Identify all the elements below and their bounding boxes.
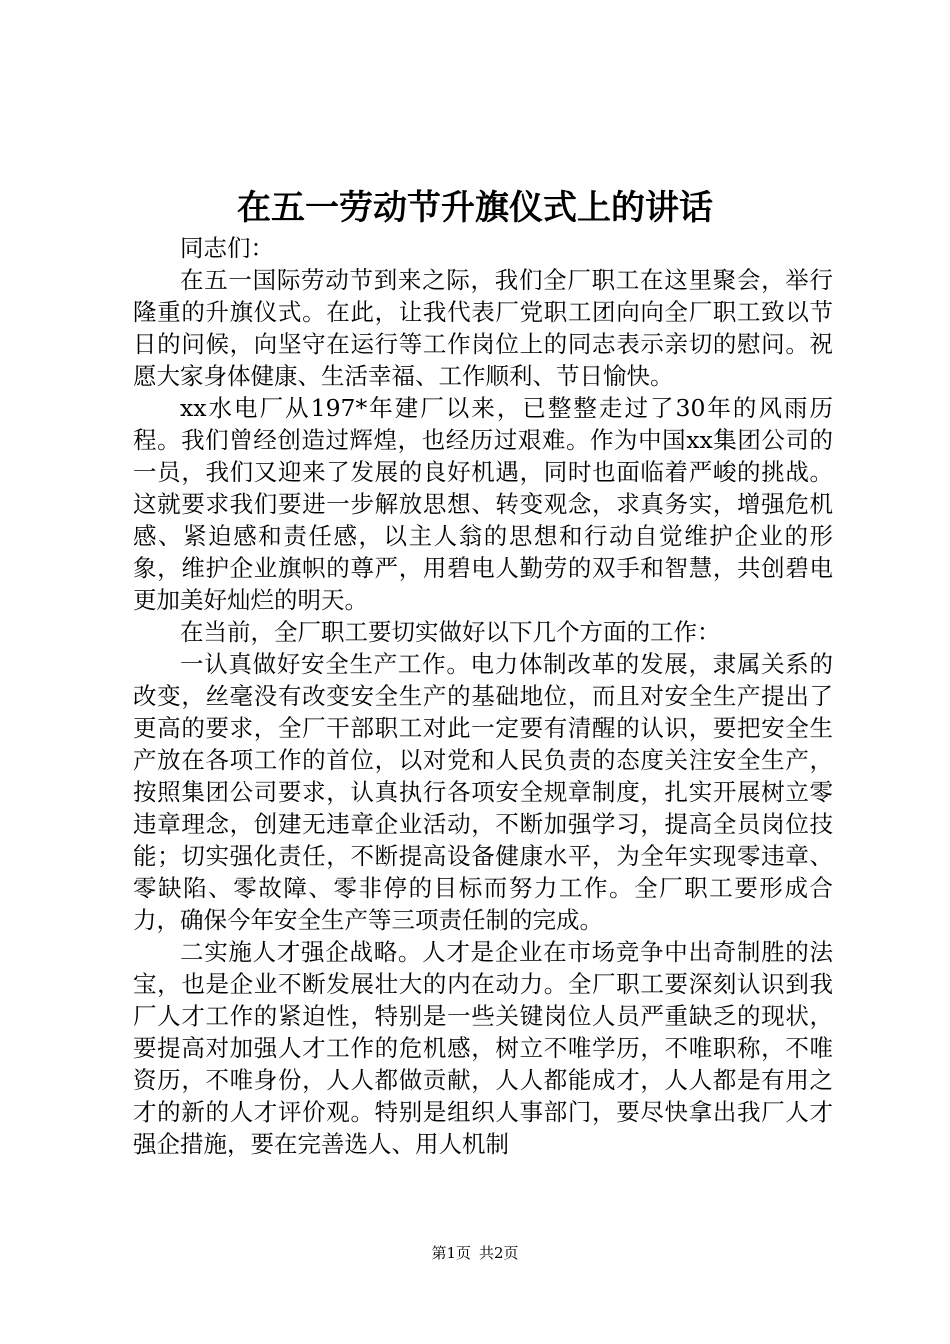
body-paragraph: 二实施人才强企战略。人才是企业在市场竞争中出奇制胜的法宝，也是企业不断发展壮大的内在动力。全厂职工要深刻认识到我厂人才工作的紧迫性，特别是一些关键岗位人员严重缺乏的现状，要提高对加强人才工作的危机感，树立不唯学历，不唯职称，不唯资历，不唯身份，人人都做贡献，人人都能成才，人人都是有用之才的新的人才评价观。特别是组织人事部门，要尽快拿出我厂人才强企措施，要在完善选人、用人机制 [133,938,833,1158]
page-number-total: 共2页 [479,1244,519,1262]
page-footer [0,1243,950,1263]
document-body [133,232,833,1160]
page-number-current: 第1页 [431,1244,471,1262]
document-title: 在五一劳动节升旗仪式上的讲话 [237,188,713,228]
body-paragraph: 在五一国际劳动节到来之际，我们全厂职工在这里聚会，举行隆重的升旗仪式。在此，让我代表厂党职工团向向全厂职工致以节日的问候，向坚守在运行等工作岗位上的同志表示亲切的慰问。祝愿大家身体健康、生活幸福、工作顺利、节日愉快。 [133,266,833,390]
salutation-paragraph: 同志们： [180,234,274,262]
body-paragraph: xx水电厂从197*年建厂以来，已整整走过了30年的风雨历程。我们曾经创造过辉煌，也经历过艰难。作为中国xx集团公司的一员，我们又迎来了发展的良好机遇，同时也面临着严峻的挑战。这就要求我们要进一步解放思想、转变观念，求真务实，增强危机感、紧迫感和责任感，以主人翁的思想和行动自觉维护企业的形象，维护企业旗帜的尊严，用碧电人勤劳的双手和智慧，共创碧电更加美好灿烂的明天。 [133,394,833,614]
body-paragraph: 在当前，全厂职工要切实做好以下几个方面的工作： [180,618,721,646]
body-paragraph: 一认真做好安全生产工作。电力体制改革的发展，隶属关系的改变，丝毫没有改变安全生产的基础地位，而且对安全生产提出了更高的要求，全厂干部职工对此一定要有清醒的认识，要把安全生产放在各项工作的首位，以对党和人民负责的态度关注安全生产，按照集团公司要求，认真执行各项安全规章制度，扎实开展树立零违章理念，创建无违章企业活动，不断加强学习，提高全员岗位技能；切实强化责任，不断提高设备健康水平，为全年实现零违章、零缺陷、零故障、零非停的目标而努力工作。全厂职工要形成合力，确保今年安全生产等三项责任制的完成。 [133,650,833,934]
